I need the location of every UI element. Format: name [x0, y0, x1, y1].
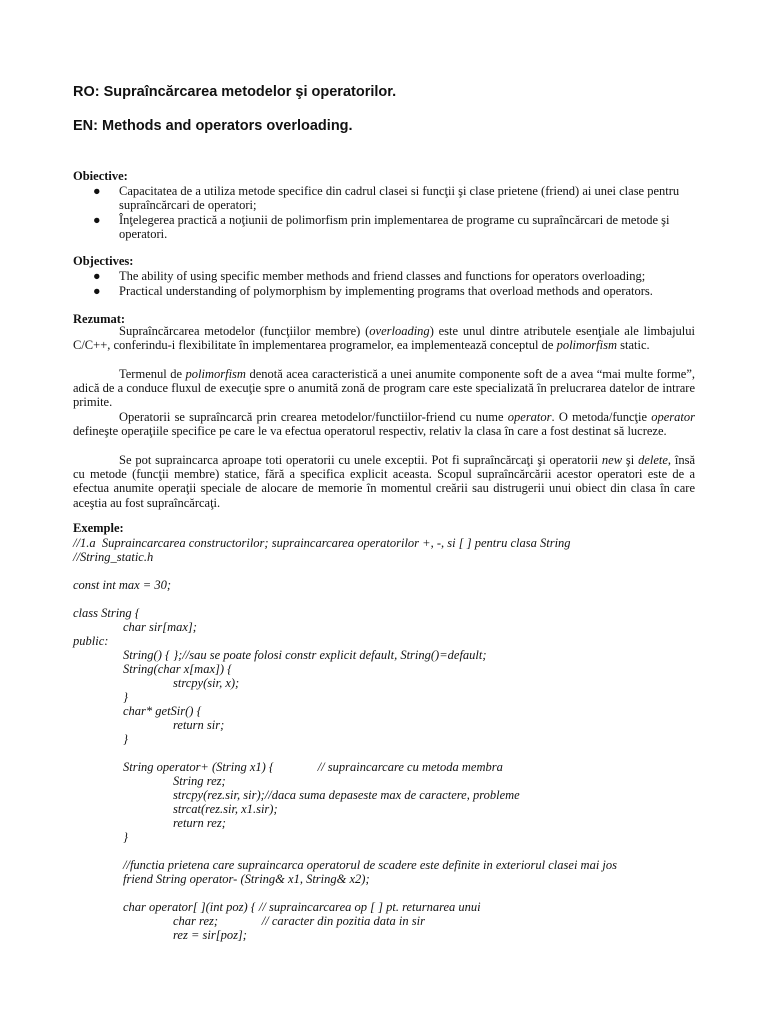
objectives-ro-heading: Obiective:: [73, 169, 128, 183]
code-line: class String {: [73, 606, 140, 620]
code-line: char operator[ ](int poz) { // supraincarcarea op [ ] pt. returnarea unui: [73, 900, 481, 914]
code-line: [73, 564, 617, 578]
code-line: String rez;: [73, 774, 226, 788]
rezumat-paragraph-4: Se pot supraincarca aproape toti operatorii cu unele exceptii. Pot fi supraîncărcaţi şi operatorii new şi delete, însă cu metode (funcţii membre) statice, fără a specifica explicit aceasta. Scopul supraîncărcării acestor operatori este de a efectua anumite operaţii speciale de alocare de memorie în momentul creării sau distrugerii unui obiect din clasa în care aceştia au fost supraîncărcaţi.: [73, 453, 695, 510]
objectives-en-list: [73, 269, 695, 299]
code-line: }: [73, 690, 128, 704]
bullet-icon: ●: [93, 184, 101, 198]
code-line: strcat(rez.sir, x1.sir);: [73, 802, 278, 816]
list-item: ● The ability of using specific member methods and friend classes and functions for operators overloading;: [93, 269, 646, 283]
code-line: friend String operator- (String& x1, String& x2);: [73, 872, 370, 886]
code-line: public:: [73, 634, 109, 648]
code-example: [73, 536, 617, 942]
code-line: //functia prietena care supraincarca operatorul de scadere este definite in exteriorul clasei mai jos: [73, 858, 618, 872]
code-line: //String_static.h: [73, 550, 154, 564]
bullet-icon: ●: [93, 213, 101, 227]
rezumat-paragraph-3: Operatorii se supraîncarcă prin crearea metodelor/functiilor-friend cu nume operator. O metoda/funcţie operator defineşte operaţiile specifice pe care le va efectua operatorul respectiv, relativ la clasa în care a fost destinat să lucreze.: [73, 410, 695, 439]
code-line: strcpy(rez.sir, sir);//daca suma depaseste max de caractere, probleme: [73, 788, 520, 802]
code-line: String() { };//sau se poate folosi constr explicit default, String()=default;: [73, 648, 487, 662]
code-line: [73, 886, 617, 900]
code-line: }: [73, 830, 128, 844]
code-line: char sir[max];: [73, 620, 197, 634]
objectives-en-heading: Objectives:: [73, 254, 134, 268]
exemple-heading: Exemple:: [73, 521, 124, 535]
code-line: char* getSir() {: [73, 704, 202, 718]
code-line: char rez; // caracter din pozitia data in sir: [73, 914, 425, 928]
code-line: rez = sir[poz];: [73, 928, 247, 942]
rezumat-paragraph-1: Supraîncărcarea metodelor (funcţiilor membre) (overloading) este unul dintre atributele esenţiale ale limbajului C/C++, conferindu-i flexibilitate în implementarea programelor, ea implementează conceptul de polimorfism static.: [73, 324, 696, 353]
code-line: String(char x[max]) {: [73, 662, 233, 676]
bullet-icon: ●: [93, 284, 101, 298]
rezumat-paragraph-2: Termenul de polimorfism denotă acea caracteristică a unei anumite componente soft de a avea “mai multe forme”, adică de a conduce fluxul de execuţie spre o anumită zonă de program care este specializată în prelucrarea datelor de intrare primite.: [73, 367, 696, 410]
title-ro: RO: Supraîncărcarea metodelor şi operatorilor.: [73, 84, 397, 100]
code-line: const int max = 30;: [73, 578, 172, 592]
code-line: [73, 592, 617, 606]
code-line: return sir;: [73, 718, 225, 732]
list-item: ● Practical understanding of polymorphism by implementing programs that overload methods and operators.: [93, 284, 653, 298]
code-line: strcpy(sir, x);: [73, 676, 240, 690]
bullet-icon: ●: [93, 269, 101, 283]
code-line: //1.a Supraincarcarea constructorilor; supraincarcarea operatorilor +, -, si [ ] pentru clasa String: [73, 536, 571, 550]
objectives-ro-list: [73, 184, 695, 242]
rezumat-heading: Rezumat:: [73, 312, 126, 326]
list-item: ● Înţelegerea practică a noţiunii de polimorfism prin implementarea de programe cu supraîncărcari de metode şi operatori.: [93, 213, 670, 241]
code-line: return rez;: [73, 816, 226, 830]
code-line: String operator+ (String x1) { // supraincarcare cu metoda membra: [73, 760, 503, 774]
code-line: }: [73, 732, 128, 746]
title-en: EN: Methods and operators overloading.: [73, 118, 353, 134]
code-line: [73, 844, 617, 858]
list-item: ● Capacitatea de a utiliza metode specifice din cadrul clasei si funcţii şi clase prietene (friend) ai unei clase pentru supraîncărcari de operatori;: [93, 184, 680, 212]
code-line: [73, 746, 617, 760]
